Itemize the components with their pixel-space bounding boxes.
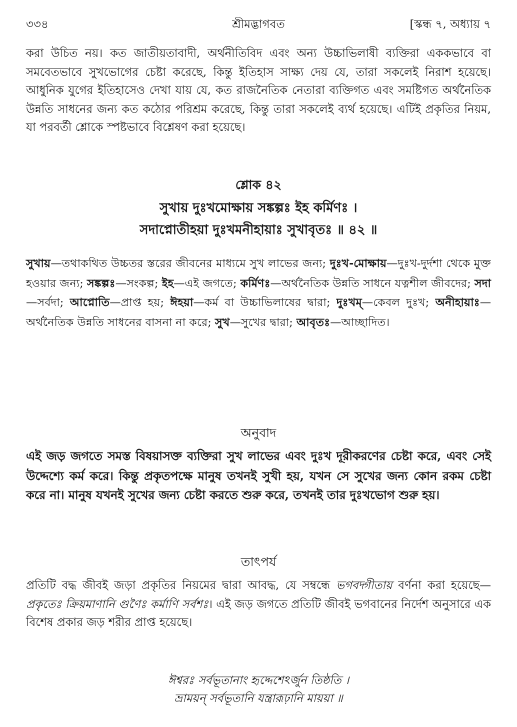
- closing-quote-line-1: ঈশ্বরঃ সর্বভূতানাং হৃদ্দেশেঽর্জুন তিষ্ঠতি ।: [167, 673, 350, 687]
- verse-label: শ্লোক ৪২: [235, 177, 282, 192]
- synonym-meaning: তথাকথিত উচ্চতর স্তরের জীবনের মাধ্যমে সুখ লাভের জন্য;: [61, 257, 327, 270]
- synonym-meaning: কেবল দুঃখ;: [373, 296, 430, 310]
- inline-quote: প্রকৃতেঃ ক্রিয়মাণানি গুণৈঃ কর্মাণি সর্বশঃ: [26, 596, 209, 611]
- synonym-word: অনীহায়াঃ: [435, 295, 480, 310]
- purport-heading: তাৎপর্য: [240, 554, 277, 569]
- synonym-meaning: অর্থনৈতিক উন্নতি সাধনের বাসনা না করে;: [26, 315, 212, 329]
- synonym-word: সঙ্কল্পঃ: [86, 275, 116, 290]
- synonym-entry: দুঃখ-মোক্ষায়—দুঃখ-দুর্দশা থেকে মুক্ত হওয়ার জন্য;: [26, 256, 491, 290]
- synonym-word: দুঃখম্: [336, 295, 362, 310]
- verse-line-2: সদাপ্নোতীহয়া দুঃখমনীহায়াঃ সুখাবৃতঃ ॥ ৪২ ॥: [139, 223, 378, 238]
- synonym-meaning: প্রাপ্ত হয়;: [120, 296, 165, 310]
- synonym-meaning: অর্থনৈতিক উন্নতি সাধনে যত্নশীল জীবদের;: [281, 276, 471, 290]
- synonym-entry: সদা—সর্বদা;: [26, 275, 491, 310]
- book-reference: ভগবদ্গীতায়: [336, 578, 393, 592]
- synonym-word: দুঃখ-মোক্ষায়: [329, 256, 387, 270]
- synonym-word: সুখায়: [26, 256, 51, 270]
- synonym-word: কর্মিণঃ: [240, 275, 271, 290]
- intro-paragraph: করা উচিত নয়। কত জাতীয়তাবাদী, অর্থনীতিবিদ এবং অন্য উচ্চাভিলাষী ব্যক্তিরা এককভাবে বা সমবেতভাবে সুখভোগের চেষ্টা করেছে, কিন্তু ইতিহাস সাক্ষ্য দেয় যে, তারা সকলেই নিরাশ হয়েছে। আধুনিক যুগের ইতিহাসেও দেখা যায় যে, কত রাজনৈতিক নেতারা ব্যক্তিগত এবং সমষ্টিগত অর্থনৈতিক উন্নতি সাধনের জন্য কত কঠোর পরিশ্রম করেছে, কিন্তু তারা সকলেই ব্যর্থ হয়েছে। এটিই প্রকৃতির নিয়ম, যা পরবর্তী শ্লোকে স্পষ্টভাবে বিশ্লেষণ করা হয়েছে।: [26, 46, 491, 134]
- synonym-word: ইহ: [161, 275, 174, 290]
- closing-quote-line-2: ভ্রাময়ন্ সর্বভূতানি যন্ত্রারূঢ়ানি মায়য়া ॥: [174, 691, 343, 705]
- section-reference: [স্কন্ধ ৭, অধ্যায় ৭: [409, 17, 491, 31]
- purport-paragraph: [26, 576, 491, 632]
- page-number: ৩৩৪: [26, 17, 49, 31]
- synonym-entry: আপ্নোতি—প্রাপ্ত হয়;: [69, 295, 165, 310]
- synonym-entry: অনীহায়াঃ—অর্থনৈতিক উন্নতি সাধনের বাসনা না করে;: [26, 295, 492, 329]
- synonym-meaning: সংকল্প;: [126, 276, 159, 290]
- synonym-entry: সুখ—সুখের দ্বারা;: [214, 314, 293, 329]
- synonym-entry: সঙ্কল্পঃ—সংকল্প;: [86, 275, 159, 290]
- synonym-meaning: দুঃখ-দুর্দশা থেকে মুক্ত হওয়ার জন্য;: [26, 257, 491, 290]
- purport-text-before: প্রতিটি বদ্ধ জীবই জড়া প্রকৃতির নিয়মের দ্বারা আবদ্ধ, যে সম্বন্ধে: [26, 578, 336, 592]
- page-header: [26, 16, 491, 32]
- synonym-entry: ঈহয়া—কর্ম বা উচ্চাভিলাষের দ্বারা;: [170, 295, 331, 310]
- synonym-entry: সুখায়—তথাকথিত উচ্চতর স্তরের জীবনের মাধ্যমে সুখ লাভের জন্য;: [26, 256, 327, 270]
- translation-text: এই জড় জগতে সমস্ত বিষয়াসক্ত ব্যক্তিরা সুখ লাভের এবং দুঃখ দূরীকরণের চেষ্টা করে, এবং সেই উদ্দেশ্যে কর্ম করে। কিন্তু প্রকৃতপক্ষে মানুষ তখনই সুখী হয়, যখন সে সুখের জন্য কোন রকম চেষ্টা করে না। মানুষ যখনই সুখের জন্য চেষ্টা করতে শুরু করে, তখনই তার দুঃখভোগ শুরু হয়।: [26, 449, 491, 502]
- purport-text-after: । এই জড় জগতে প্রতিটি জীবই ভগবানের নির্দেশ অনুসারে এক বিশেষ প্রকার জড় শরীর প্রাপ্ত হয়েছে।: [26, 596, 491, 630]
- purport-text-mid: বর্ণনা করা হয়েছে—: [392, 578, 492, 592]
- synonyms-paragraph: [26, 254, 491, 332]
- synonym-meaning: এই জগতে;: [184, 276, 237, 290]
- synonym-meaning: কর্ম বা উচ্চাভিলাষের দ্বারা;: [204, 296, 331, 310]
- verse-line-1: সুখায় দুঃখমোক্ষায় সঙ্কল্পঃ ইহ কর্মিণঃ ।: [159, 201, 358, 216]
- synonym-entry: আবৃতঃ—আচ্ছাদিত।: [296, 314, 390, 329]
- synonym-word: সুখ: [214, 314, 230, 329]
- synonym-word: ঈহয়া: [170, 295, 194, 310]
- synonym-entry: ইহ—এই জগতে;: [161, 275, 237, 290]
- synonym-entry: দুঃখম্—কেবল দুঃখ;: [336, 295, 430, 310]
- book-title: শ্রীমদ্ভাগবত: [232, 17, 285, 31]
- synonym-meaning: আচ্ছাদিত।: [341, 315, 390, 329]
- synonym-word: আবৃতঃ: [296, 314, 331, 329]
- synonym-word: সদা: [474, 275, 491, 290]
- synonym-word: আপ্নোতি: [69, 295, 110, 310]
- synonym-meaning: সুখের দ্বারা;: [240, 315, 293, 329]
- synonym-entry: কর্মিণঃ—অর্থনৈতিক উন্নতি সাধনে যত্নশীল জীবদের;: [240, 275, 471, 290]
- translation-heading: অনুবাদ: [240, 425, 277, 440]
- synonym-meaning: সর্বদা;: [37, 296, 64, 310]
